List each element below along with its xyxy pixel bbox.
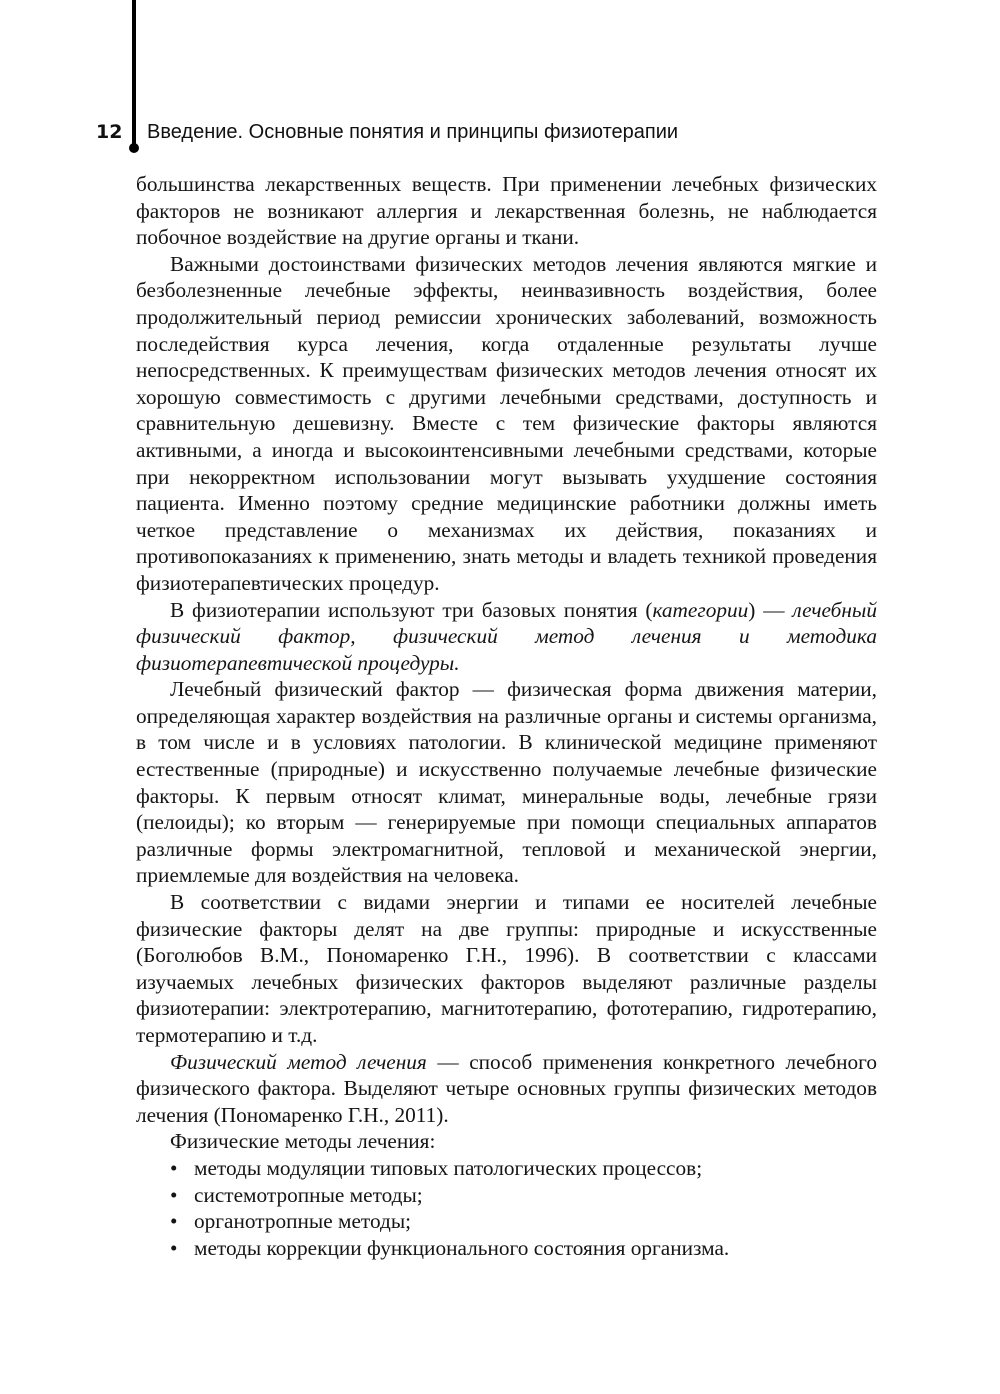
paragraph-3-text-a: В физиотерапии используют три базовых понятия ( [170,597,653,622]
paragraph-6-term: Физический метод лечения [170,1049,427,1074]
body-text [136,171,877,1261]
running-head: Введение. Основные понятия и принципы физиотерапии [147,121,679,143]
list-item [136,1182,877,1209]
list-item-text: методы коррекции функционального состояния организма. [194,1235,730,1260]
margin-dot [129,143,139,153]
bullet-icon: • [170,1235,178,1260]
bullet-icon: • [170,1182,178,1207]
paragraph-5: В соответствии с видами энергии и типами ее носителей лечебные физические факторы делят на две группы: природные и искусственные (Боголюбов В.М., Пономаренко Г.Н., 1996). В соответствии с классами изучаемых лечебных физических факторов выделяют различные разделы физиотерапии: электротерапию, магнитотерапию, фототерапию, гидротерапию, термотерапию и т.д. [136,890,877,1047]
methods-list [136,1155,877,1261]
list-item-text: системотропные методы; [194,1182,423,1207]
paragraph-7: Физические методы лечения: [170,1129,436,1154]
bullet-icon: • [170,1209,178,1234]
bullet-icon: • [170,1155,178,1180]
paragraph-2: Важными достоинствами физических методов лечения являются мягкие и безболезненные лечебные эффекты, неинвазивность воздействия, более продолжительный период ремиссии хронических заболеваний, возможность последействия курса лечения, когда отдаленные результаты лучше непосредственных. К преимуществам физических методов лечения относят их хорошую совместимость с другими лечебными средствами, доступность и сравнительную дешевизну. Вместе с тем физические факторы являются активными, а иногда и высокоинтенсивными лечебными средствами, которые при некорректном использовании могут вызывать ухудшение состояния пациента. Именно поэтому средние медицинские работники должны иметь четкое представление о механизмах их действия, показаниях и противопоказаниях к применению, знать методы и владеть техникой проведения физиотерапевтических процедур. [136,251,877,595]
list-item [136,1208,877,1235]
list-item [136,1235,877,1262]
paragraph-6 [136,1049,877,1129]
paragraph-3-terms: лечебный физический фактор, физический метод лечения и методика физиотерапевтической процедуры. [136,597,877,675]
list-item-text: методы модуляции типовых патологических процессов; [194,1155,703,1180]
margin-rule [132,0,136,150]
list-item [136,1155,877,1182]
paragraph-3 [136,597,877,677]
paragraph-6-text: — способ применения конкретного лечебного физического фактора. Выделяют четыре основных группы физических методов лечения (Пономаренко Г.Н., 2011). [136,1049,877,1127]
list-item-text: органотропные методы; [194,1209,412,1234]
page-number: 12 [96,121,123,143]
paragraph-1: большинства лекарственных веществ. При применении лечебных физических факторов не возникают аллергия и лекарственная болезнь, не наблюдается побочное воздействие на другие органы и ткани. [136,172,877,250]
paragraph-4: Лечебный физический фактор — физическая форма движения материи, определяющая характер воздействия на различные органы и системы организма, в том числе и в условиях патологии. В клинической медицине применяют естественные (природные) и искусственно получаемые лечебные физические факторы. К первым относят климат, минеральные воды, лечебные грязи (пелоиды); ко вторым — генерируемые при помощи специальных аппаратов различные формы электромагнитной, тепловой и механической энергии, приемлемые для воздействия на человека. [136,677,877,888]
paragraph-3-term-categories: категории [652,597,749,622]
paragraph-3-text-c: ) — [748,597,793,622]
